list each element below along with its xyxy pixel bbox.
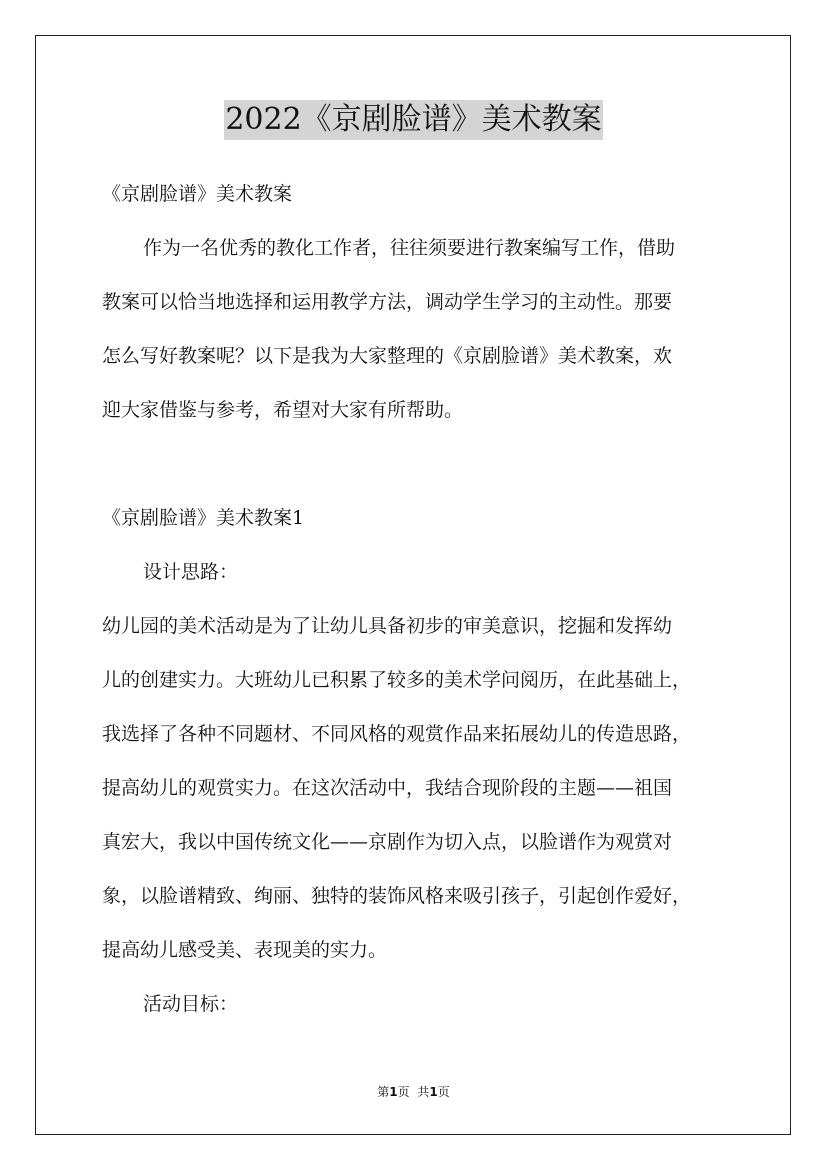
footer-total-suffix: 页 [437,1085,450,1099]
paragraph-line: 儿的创建实力。大班幼儿已积累了较多的美术学问阅历，在此基础上， [102,669,692,691]
document-title: 2022《京剧脸谱》美术教案 [224,100,602,140]
paragraph-line: 教案可以恰当地选择和运用教学方法，调动学生学习的主动性。那要 [102,291,673,313]
paragraph-line: 真宏大，我以中国传统文化——京剧作为切入点，以脸谱作为观赏对 [102,831,673,853]
section-heading: 《京剧脸谱》美术教案1 [102,507,305,529]
paragraph-line: 我选择了各种不同题材、不同风格的观赏作品来拓展幼儿的传造思路， [102,723,692,745]
subtitle-line: 《京剧脸谱》美术教案 [102,183,293,205]
subsection-heading: 设计思路： [143,561,239,583]
paragraph-line: 作为一名优秀的教化工作者，往往须要进行教案编写工作，借助 [143,237,676,259]
page-footer [0,1084,827,1100]
paragraph-line: 幼儿园的美术活动是为了让幼儿具备初步的审美意识，挖掘和发挥幼 [102,615,673,637]
paragraph-line: 提高幼儿感受美、表现美的实力。 [102,939,388,961]
paragraph-line: 迎大家借鉴与参考，希望对大家有所帮助。 [102,399,464,421]
subsection-heading: 活动目标： [143,993,239,1015]
paragraph-line: 提高幼儿的观赏实力。在这次活动中，我结合现阶段的主题——祖国 [102,777,673,799]
footer-total-prefix: 共 [417,1085,430,1099]
footer-page-suffix: 页 [397,1085,410,1099]
title-container [0,100,827,140]
footer-page-number: 1 [389,1085,398,1099]
paragraph-line: 怎么写好教案呢？以下是我为大家整理的《京剧脸谱》美术教案，欢 [102,345,673,367]
paragraph-line: 象，以脸谱精致、绚丽、独特的装饰风格来吸引孩子，引起创作爱好， [102,885,692,907]
footer-page-prefix: 第 [377,1085,390,1099]
footer-total-number: 1 [429,1085,438,1099]
